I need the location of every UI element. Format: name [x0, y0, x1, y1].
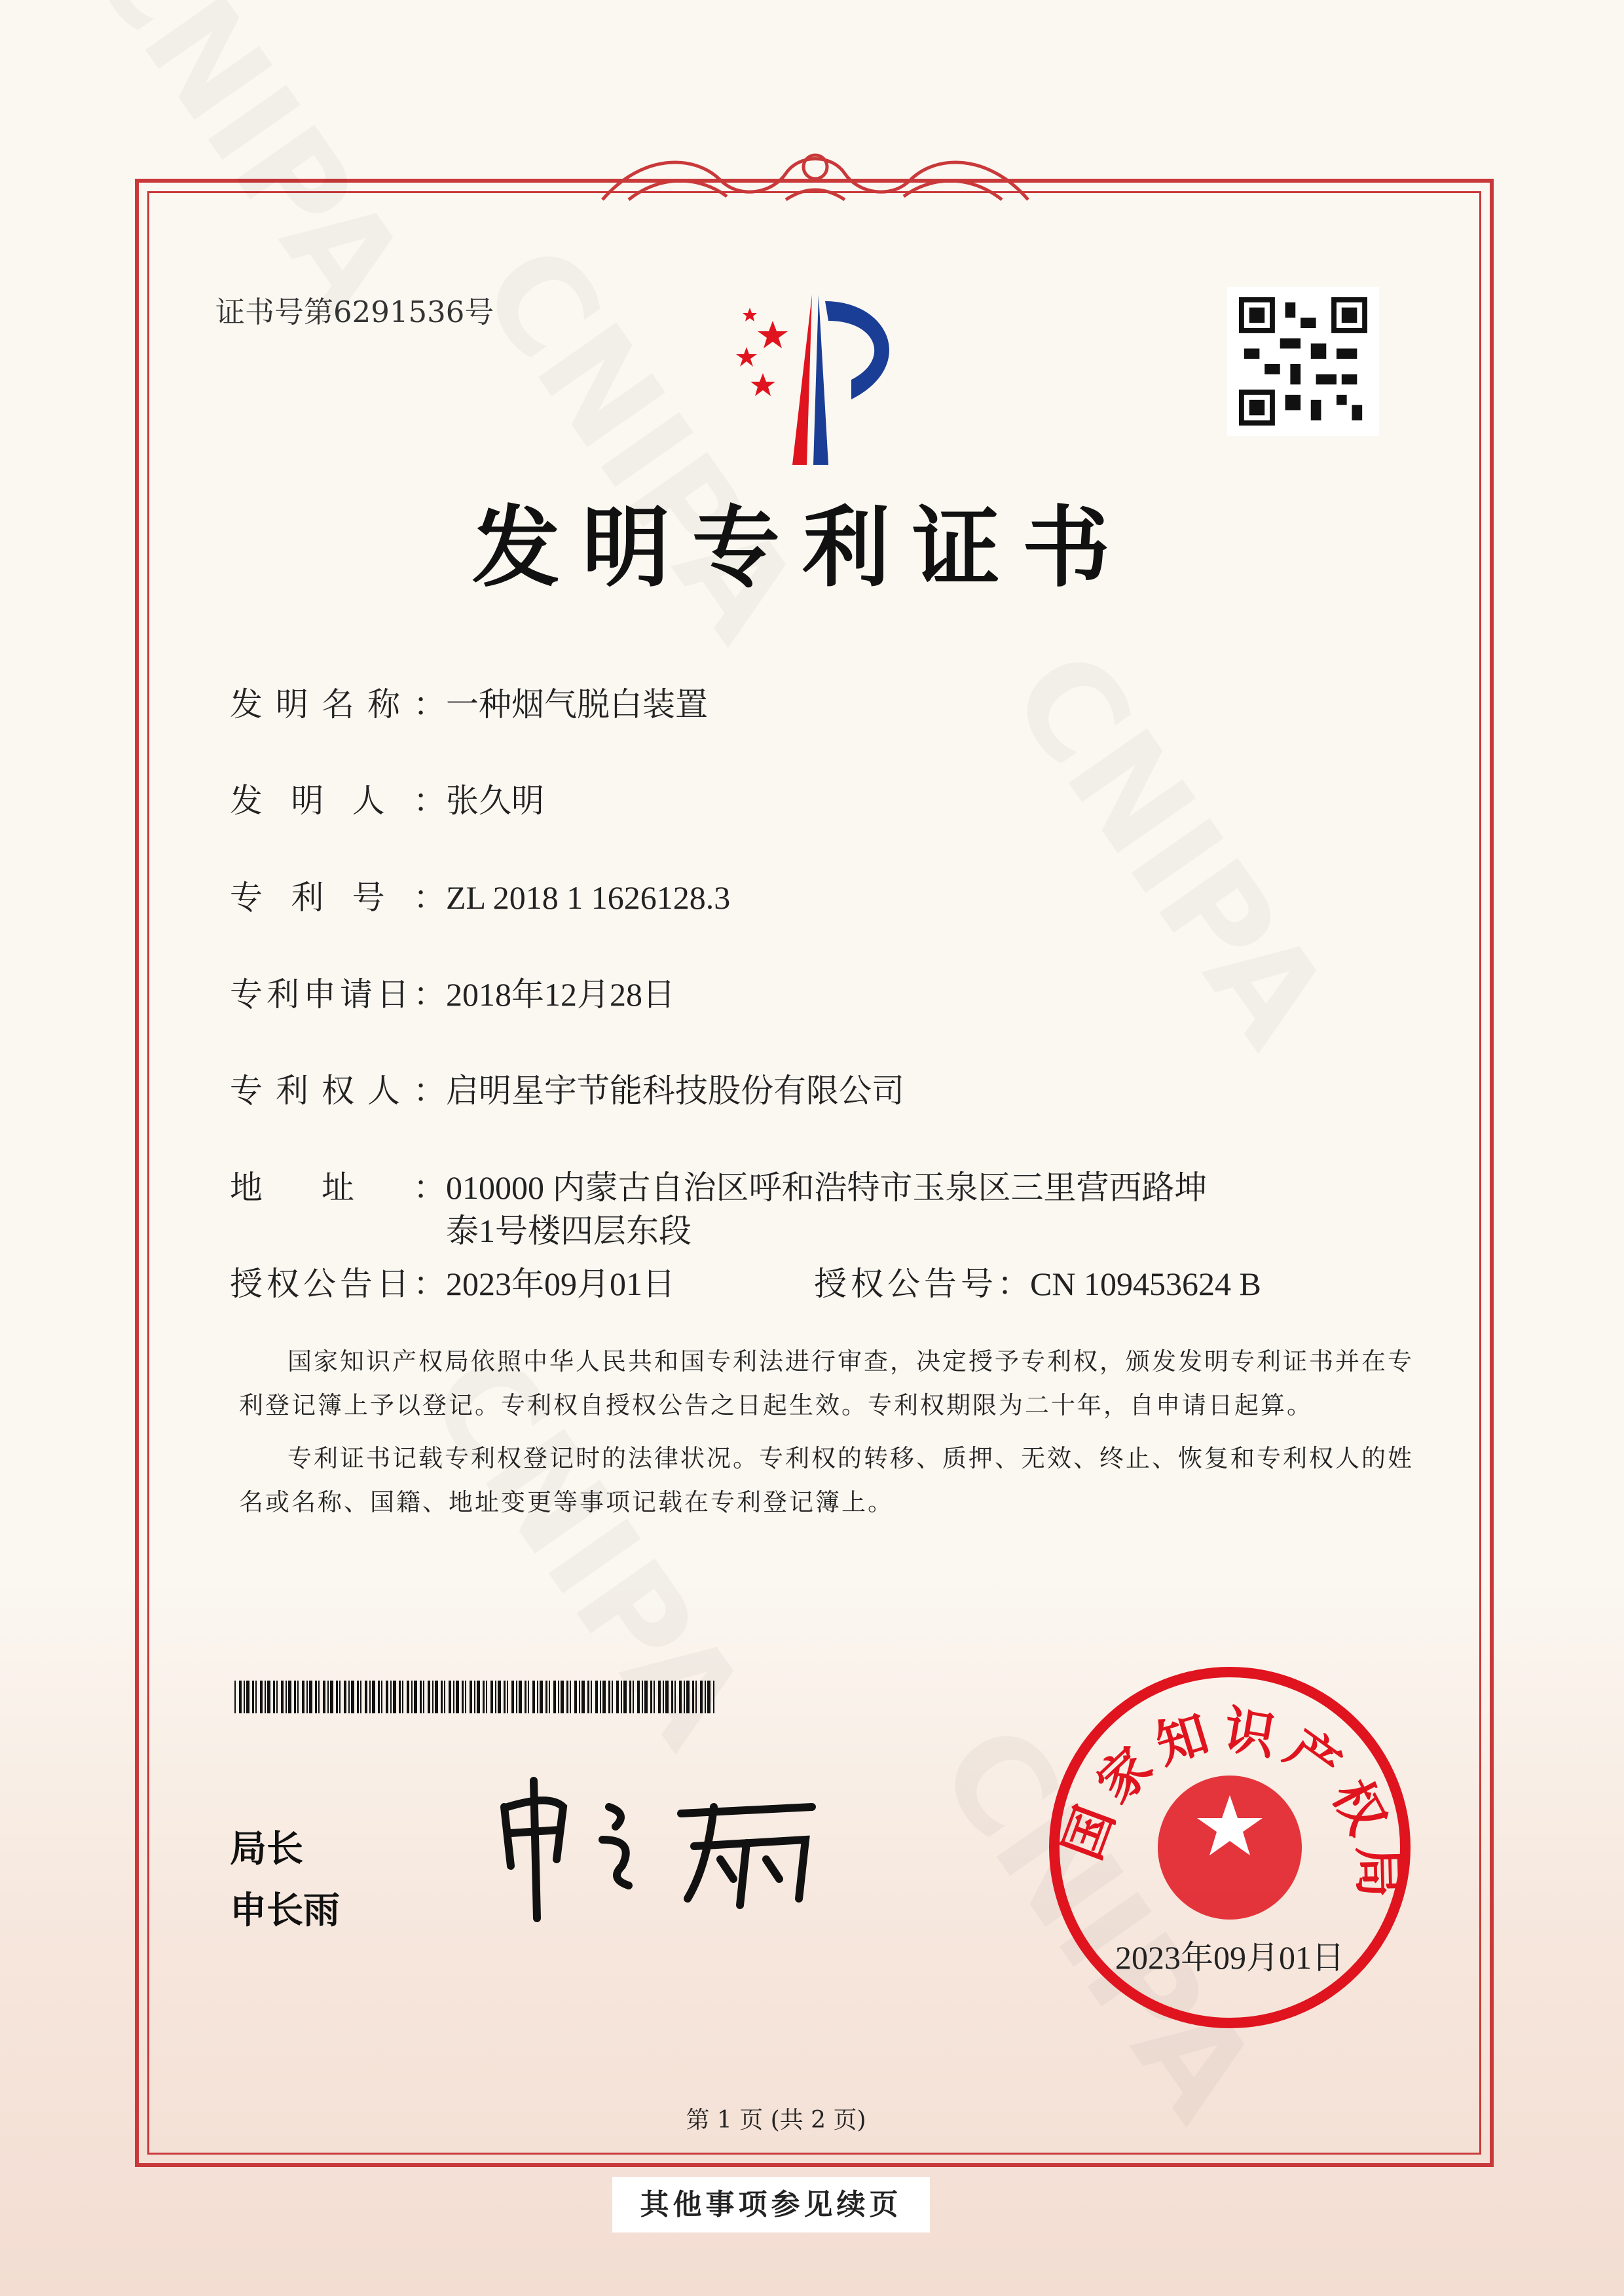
- barcode-bar: [294, 1681, 296, 1713]
- barcode-bar: [244, 1681, 245, 1713]
- barcode-bar: [390, 1681, 392, 1713]
- barcode-bar: [414, 1681, 417, 1713]
- field-inventor: [230, 774, 544, 822]
- barcode-bar: [302, 1681, 304, 1713]
- barcode-bar: [286, 1681, 287, 1713]
- barcode-bar: [339, 1681, 341, 1713]
- barcode: [234, 1681, 714, 1713]
- barcode-bar: [713, 1681, 714, 1713]
- barcode-bar: [654, 1681, 655, 1713]
- barcode-bar: [637, 1681, 640, 1713]
- signatory-name: 申长雨: [230, 1889, 340, 1932]
- barcode-bar: [393, 1681, 396, 1713]
- barcode-bar: [428, 1681, 430, 1713]
- barcode-bar: [239, 1681, 242, 1713]
- barcode-bar: [684, 1681, 685, 1713]
- barcode-bar: [707, 1681, 710, 1713]
- barcode-bar: [423, 1681, 424, 1713]
- page-indicator: 第 1 页 (共 2 页): [686, 2107, 866, 2134]
- barcode-bar: [621, 1681, 622, 1713]
- barcode-bar: [444, 1681, 445, 1713]
- barcode-bar: [435, 1681, 438, 1713]
- field-label: 专利申请日：: [230, 975, 446, 1013]
- barcode-bar: [360, 1681, 361, 1713]
- barcode-bar: [336, 1681, 338, 1713]
- barcode-bar: [579, 1681, 580, 1713]
- barcode-bar: [650, 1681, 652, 1713]
- barcode-bar: [549, 1681, 550, 1713]
- barcode-bar: [470, 1681, 472, 1713]
- field-value: 泰1号楼四层东段: [446, 1212, 692, 1249]
- barcode-bar: [276, 1681, 278, 1713]
- barcode-bar: [365, 1681, 367, 1713]
- barcode-bar: [671, 1681, 673, 1713]
- field-value: 启明星宇节能科技股份有限公司: [446, 1072, 904, 1109]
- qr-code: [1227, 287, 1379, 436]
- barcode-bar: [686, 1681, 690, 1713]
- certificate-number: 证书号第6291536号: [215, 295, 494, 329]
- field-label: 专利权人：: [230, 1072, 446, 1110]
- signatory-title: 局长: [230, 1828, 303, 1870]
- barcode-bar: [574, 1681, 577, 1713]
- barcode-bar: [504, 1681, 506, 1713]
- barcode-bar: [616, 1681, 619, 1713]
- barcode-bar: [602, 1681, 606, 1713]
- barcode-bar: [519, 1681, 522, 1713]
- barcode-bar: [453, 1681, 454, 1713]
- barcode-bar: [695, 1681, 697, 1713]
- barcode-bar: [369, 1681, 371, 1713]
- barcode-bar: [399, 1681, 401, 1713]
- barcode-bar: [351, 1681, 354, 1713]
- field-patent-number: [230, 871, 730, 919]
- barcode-bar: [372, 1681, 375, 1713]
- barcode-bar: [516, 1681, 517, 1713]
- field-value: 010000 内蒙古自治区呼和浩特市玉泉区三里营西路坤: [446, 1169, 1208, 1206]
- barcode-bar: [561, 1681, 564, 1713]
- barcode-bar: [348, 1681, 350, 1713]
- barcode-bar: [357, 1681, 359, 1713]
- official-seal: [1046, 1664, 1413, 2031]
- paragraph: 国家知识产权局依照中华人民共和国专利法进行审查，决定授予专利权，颁发发明专利证书并在专利登记簿上予以登记。专利权自授权公告之日起生效。专利权期限为二十年，自申请日起算。: [239, 1347, 1414, 1419]
- barcode-bar: [474, 1681, 475, 1713]
- barcode-bar: [558, 1681, 559, 1713]
- field-label: 发明名称：: [230, 685, 446, 723]
- barcode-bar: [663, 1681, 664, 1713]
- barcode-bar: [483, 1681, 485, 1713]
- barcode-bar: [525, 1681, 526, 1713]
- barcode-bar: [315, 1681, 317, 1713]
- field-label: 专利号：: [230, 879, 446, 917]
- field-invention-name: [230, 678, 708, 725]
- barcode-bar: [252, 1681, 254, 1713]
- barcode-bar: [495, 1681, 496, 1713]
- barcode-bar: [545, 1681, 547, 1713]
- signature: [498, 1768, 832, 1925]
- barcode-bar: [456, 1681, 459, 1713]
- paragraph: 专利证书记载专利权登记时的法律状况。专利权的转移、质押、无效、终止、恢复和专利权人的姓名或名称、国籍、地址变更等事项记载在专利登记簿上。: [239, 1444, 1414, 1516]
- top-ornament: [589, 141, 1041, 213]
- barcode-bar: [234, 1681, 236, 1713]
- barcode-bar: [507, 1681, 508, 1713]
- barcode-bar: [477, 1681, 480, 1713]
- barcode-bar: [260, 1681, 263, 1713]
- barcode-bar: [591, 1681, 592, 1713]
- barcode-bar: [528, 1681, 529, 1713]
- barcode-bar: [692, 1681, 694, 1713]
- barcode-bar: [273, 1681, 275, 1713]
- cnipa-logo: [694, 282, 943, 478]
- barcode-bar: [265, 1681, 266, 1713]
- barcode-bar: [449, 1681, 451, 1713]
- barcode-bar: [402, 1681, 403, 1713]
- barcode-bar: [553, 1681, 556, 1713]
- barcode-bar: [595, 1681, 598, 1713]
- barcode-bar: [318, 1681, 320, 1713]
- barcode-bar: [587, 1681, 589, 1713]
- barcode-bar: [600, 1681, 601, 1713]
- barcode-bar: [566, 1681, 568, 1713]
- barcode-bar: [532, 1681, 535, 1713]
- barcode-bar: [608, 1681, 610, 1713]
- barcode-bar: [288, 1681, 291, 1713]
- barcode-bar: [378, 1681, 380, 1713]
- barcode-bar: [420, 1681, 422, 1713]
- field-value: CN 109453624 B: [1030, 1266, 1261, 1302]
- barcode-bar: [309, 1681, 312, 1713]
- barcode-bar: [441, 1681, 443, 1713]
- barcode-bar: [490, 1681, 493, 1713]
- barcode-bar: [612, 1681, 613, 1713]
- barcode-bar: [465, 1681, 466, 1713]
- field-value: 张久明: [446, 782, 544, 819]
- field-address: [230, 1161, 1208, 1209]
- barcode-bar: [407, 1681, 409, 1713]
- barcode-bar: [674, 1681, 676, 1713]
- field-label: 地址：: [230, 1169, 446, 1207]
- barcode-bar: [570, 1681, 571, 1713]
- barcode-bar: [633, 1681, 634, 1713]
- barcode-bar: [540, 1681, 543, 1713]
- field-patentee: [230, 1065, 904, 1112]
- field-value: 2023年09月01日: [446, 1266, 675, 1302]
- barcode-bar: [486, 1681, 487, 1713]
- barcode-bar: [665, 1681, 669, 1713]
- barcode-bar: [581, 1681, 585, 1713]
- barcode-bar: [642, 1681, 643, 1713]
- field-value: 2018年12月28日: [446, 976, 675, 1013]
- certificate-statement: [239, 1339, 1418, 1524]
- barcode-bar: [644, 1681, 648, 1713]
- barcode-bar: [330, 1681, 333, 1713]
- barcode-bar: [432, 1681, 434, 1713]
- barcode-bar: [511, 1681, 514, 1713]
- seal-date: 2023年09月01日: [1115, 1939, 1344, 1976]
- barcode-bar: [246, 1681, 249, 1713]
- barcode-bar: [623, 1681, 627, 1713]
- barcode-bar: [344, 1681, 346, 1713]
- barcode-bar: [700, 1681, 703, 1713]
- field-value: 一种烟气脱白装置: [446, 686, 708, 723]
- barcode-bar: [306, 1681, 308, 1713]
- seal-text: 国家知识产权局: [1052, 1700, 1409, 1908]
- barcode-bar: [323, 1681, 325, 1713]
- barcode-bar: [381, 1681, 382, 1713]
- barcode-bar: [498, 1681, 501, 1713]
- barcode-bar: [267, 1681, 270, 1713]
- field-label: 授权公告日：: [230, 1265, 446, 1303]
- barcode-bar: [629, 1681, 631, 1713]
- field-application-date: [230, 968, 675, 1015]
- barcode-bar: [386, 1681, 388, 1713]
- barcode-bar: [327, 1681, 329, 1713]
- field-value: ZL 2018 1 1626128.3: [446, 879, 731, 916]
- continued-note: 其他事项参见续页: [612, 2177, 930, 2232]
- barcode-bar: [297, 1681, 299, 1713]
- barcode-bar: [658, 1681, 661, 1713]
- field-grant-date: [230, 1258, 675, 1305]
- barcode-bar: [537, 1681, 538, 1713]
- barcode-bar: [462, 1681, 464, 1713]
- field-label: 发明人：: [230, 782, 446, 820]
- field-label: 授权公告号：: [814, 1265, 1030, 1303]
- field-grant-number: [814, 1258, 1261, 1305]
- barcode-bar: [705, 1681, 706, 1713]
- field-address-line2: [446, 1205, 692, 1252]
- barcode-bar: [679, 1681, 682, 1713]
- barcode-bar: [281, 1681, 284, 1713]
- page-title: 发明专利证书: [471, 496, 1132, 599]
- barcode-bar: [255, 1681, 257, 1713]
- barcode-bar: [411, 1681, 413, 1713]
